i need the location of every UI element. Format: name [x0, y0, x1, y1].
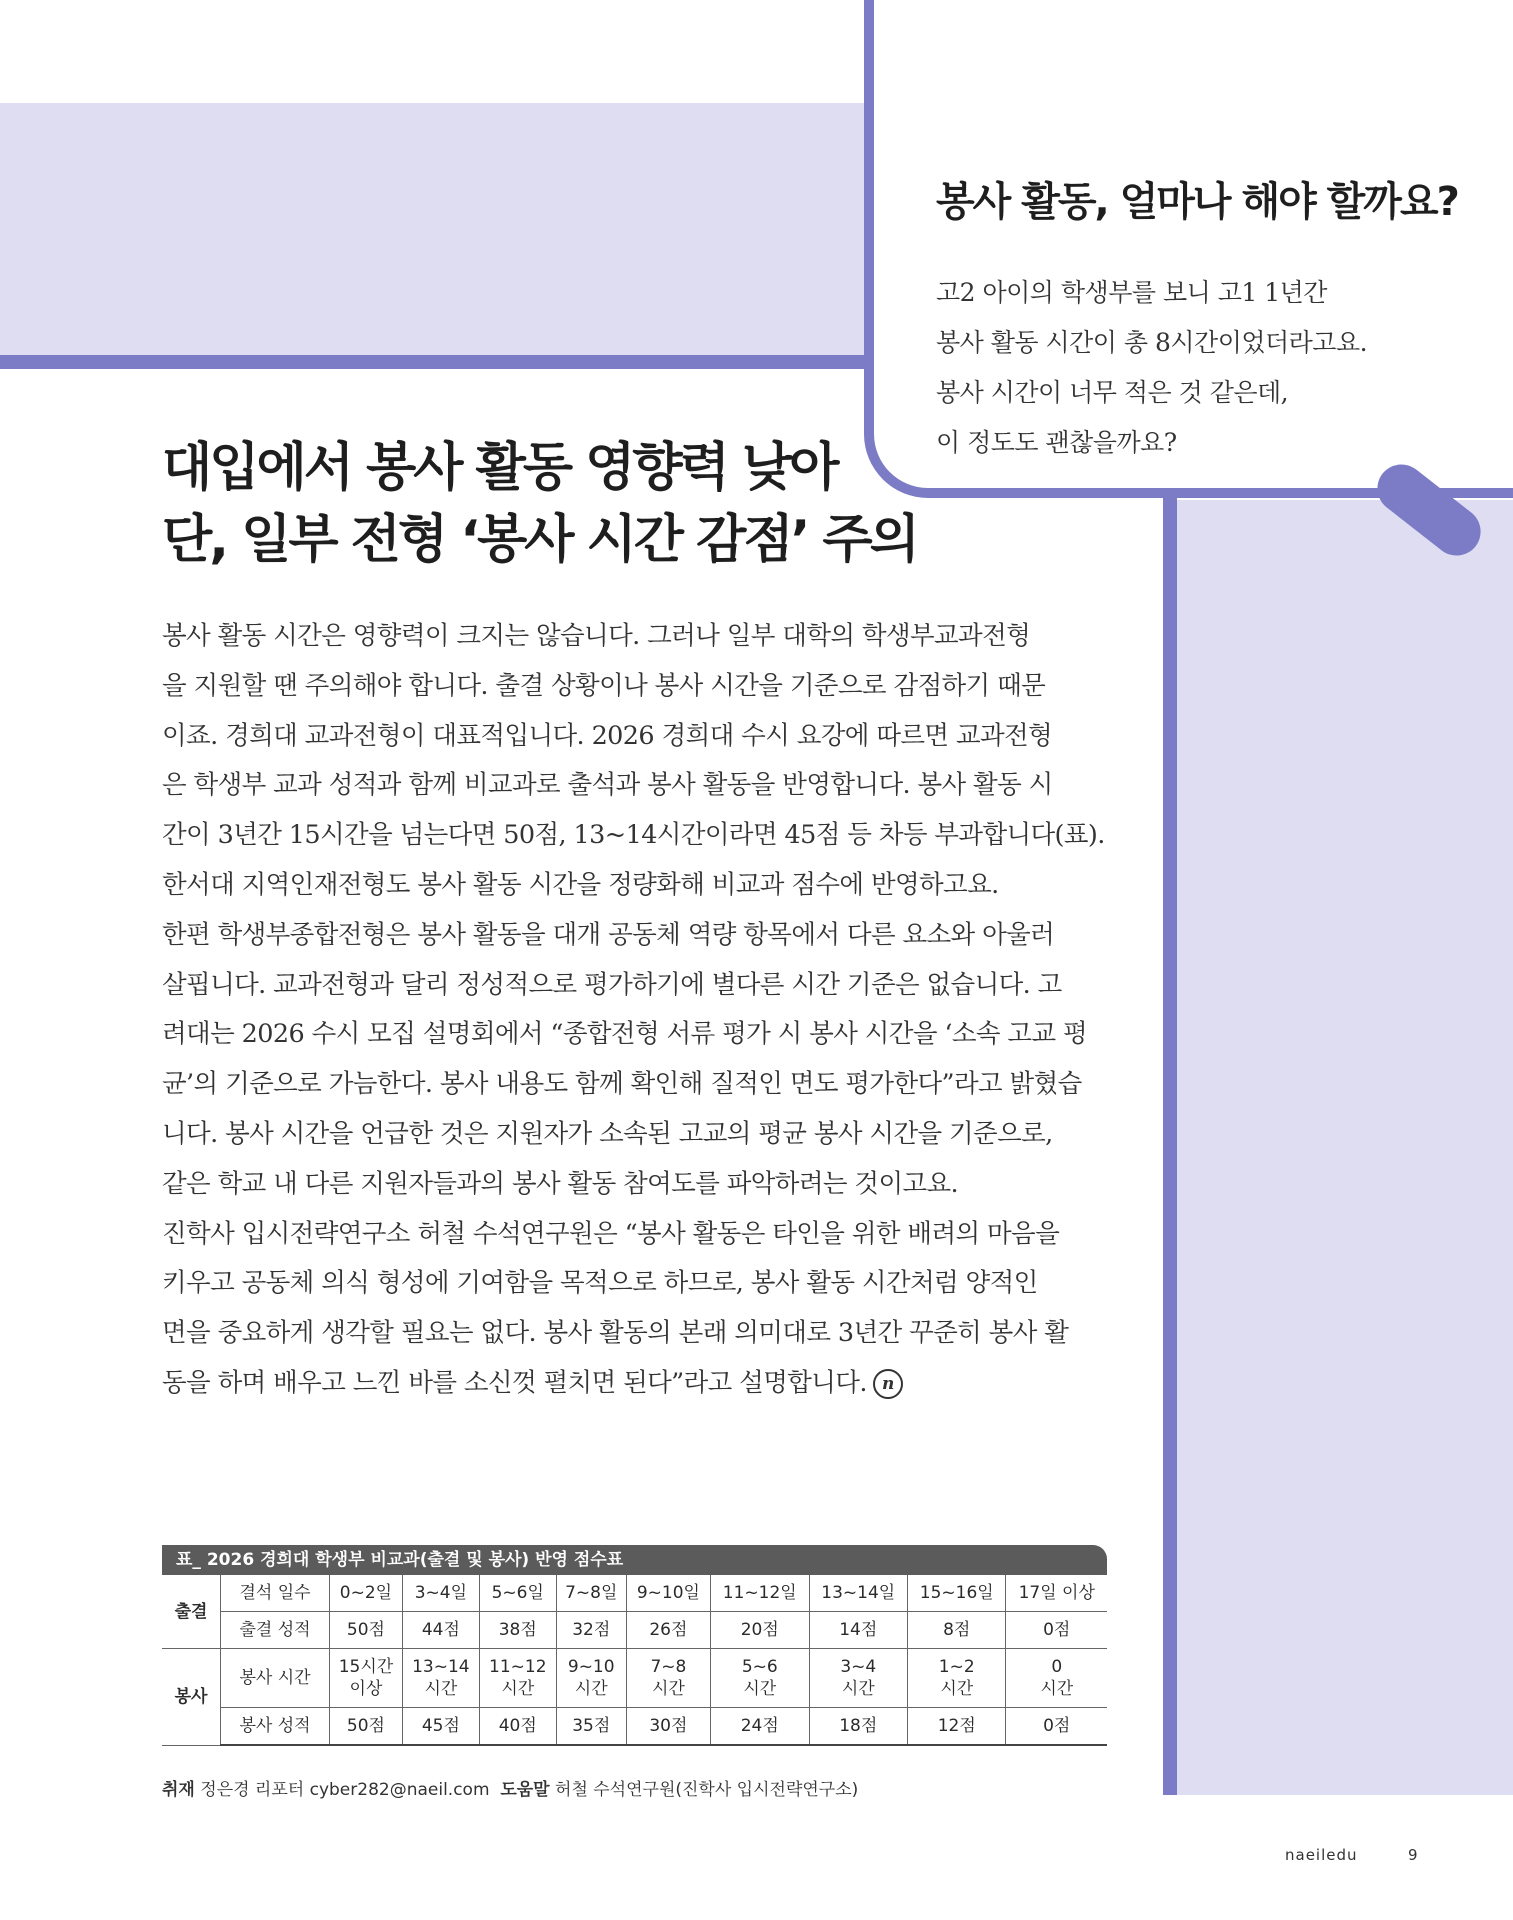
end-mark-icon: n	[873, 1369, 903, 1399]
article-line	[162, 1359, 1112, 1409]
table-cell: 0점	[1006, 1708, 1107, 1746]
table-cell: 40점	[479, 1708, 556, 1746]
question-line: 봉사 시간이 너무 적은 것 같은데,	[936, 378, 1289, 407]
right-lavender-panel	[1175, 500, 1513, 1795]
table-cell: 15~16일	[908, 1575, 1006, 1612]
table-cell: 14점	[809, 1612, 907, 1649]
table-cell-line: 시간	[743, 1679, 777, 1699]
question-body	[936, 268, 1367, 468]
table-cell	[479, 1649, 556, 1708]
table-cell: 12점	[908, 1708, 1006, 1746]
table-cell-line: 시간	[574, 1679, 608, 1699]
headline-line-1: 대입에서 봉사 활동 영향력 낮아	[162, 438, 837, 498]
table-cell: 9~10일	[626, 1575, 710, 1612]
table-cell: 18점	[809, 1708, 907, 1746]
horizontal-accent-bar	[0, 355, 870, 369]
table-cell-line: 1~2	[938, 1657, 975, 1677]
table-cell: 30점	[626, 1708, 710, 1746]
vertical-accent-bar	[1163, 498, 1177, 1795]
table-cell-line: 13~14	[412, 1657, 470, 1677]
table-cell-line: 이상	[349, 1679, 383, 1699]
table-cell: 35점	[556, 1708, 626, 1746]
table-cell-line: 7~8	[650, 1657, 687, 1677]
table-cell: 26점	[626, 1612, 710, 1649]
article-line: 을 지원할 땐 주의해야 합니다. 출결 상황이나 봉사 시간을 기준으로 감점하기 때문	[162, 670, 1046, 701]
group-label-attendance: 출결	[162, 1575, 221, 1649]
article-line: 한서대 지역인재전형도 봉사 활동 시간을 정량화해 비교과 점수에 반영하고요.	[162, 869, 999, 900]
table-cell-line: 시간	[424, 1679, 458, 1699]
table-row	[162, 1649, 1107, 1708]
article-line-text: 동을 하며 배우고 느낀 바를 소신껏 펼치면 된다”라고 설명합니다.	[162, 1367, 867, 1398]
article-line: 살핍니다. 교과전형과 달리 정성적으로 평가하기에 별다른 시간 기준은 없습니다. 고	[162, 969, 1062, 1000]
table-cell	[809, 1649, 907, 1708]
question-line: 고2 아이의 학생부를 보니 고1 1년간	[936, 278, 1327, 307]
table-cell: 17일 이상	[1006, 1575, 1107, 1612]
table-cell: 45점	[402, 1708, 479, 1746]
article-line: 려대는 2026 수시 모집 설명회에서 “종합전형 서류 평가 시 봉사 시간을 ‘소속 고교 평	[162, 1019, 1088, 1050]
article-headline	[162, 432, 917, 576]
table-cell: 20점	[711, 1612, 809, 1649]
article-line: 니다. 봉사 시간을 언급한 것은 지원자가 소속된 고교의 평균 봉사 시간을 기준으로,	[162, 1118, 1053, 1149]
table-cell: 50점	[330, 1708, 403, 1746]
table-cell: 11~12일	[711, 1575, 809, 1612]
article-line: 봉사 활동 시간은 영향력이 크지는 않습니다. 그러나 일부 대학의 학생부교과전형	[162, 621, 1031, 651]
table-cell: 24점	[711, 1708, 809, 1746]
table-row	[162, 1708, 1107, 1746]
table-cell-line: 5~6	[741, 1657, 778, 1677]
table-cell	[556, 1649, 626, 1708]
row-label: 봉사 성적	[221, 1708, 330, 1746]
score-table	[162, 1545, 1107, 1746]
credit-line	[162, 1775, 858, 1800]
table-cell-line: 3~4	[840, 1657, 877, 1677]
table-cell: 5~6일	[479, 1575, 556, 1612]
table-cell: 0~2일	[330, 1575, 403, 1612]
reporter-label: 취재	[162, 1780, 195, 1800]
reporter-info: 정은경 리포터 cyber282@naeil.com	[200, 1780, 490, 1800]
top-lavender-panel	[0, 103, 864, 355]
table-caption: 표_ 2026 경희대 학생부 비교과(출결 및 봉사) 반영 점수표	[162, 1545, 1107, 1575]
row-label: 결석 일수	[221, 1575, 330, 1612]
article-line: 키우고 공동체 의식 형성에 기여함을 목적으로 하므로, 봉사 활동 시간처럼 양적인	[162, 1268, 1038, 1299]
footer-brand: naeiledu	[1285, 1846, 1358, 1864]
table-cell: 44점	[402, 1612, 479, 1649]
table-cell-line: 0	[1051, 1657, 1063, 1677]
question-line: 봉사 활동 시간이 총 8시간이었더라고요.	[936, 328, 1368, 357]
table-cell	[626, 1649, 710, 1708]
table-cell-line: 11~12	[489, 1657, 547, 1677]
article-line: 면을 중요하게 생각할 필요는 없다. 봉사 활동의 본래 의미대로 3년간 꾸준히 봉사 활	[162, 1318, 1069, 1349]
article-line: 간이 3년간 15시간을 넘는다면 50점, 13~14시간이라면 45점 등 차등 부과합니다(표).	[162, 820, 1105, 851]
table-row	[162, 1612, 1107, 1649]
table-cell: 13~14일	[809, 1575, 907, 1612]
question-title: 봉사 활동, 얼마나 해야 할까요?	[936, 179, 1458, 225]
table-row	[162, 1575, 1107, 1612]
group-label-service: 봉사	[162, 1649, 221, 1746]
table-cell-line: 시간	[1040, 1679, 1074, 1699]
headline-line-2: 단, 일부 전형 ‘봉사 시간 감점’ 주의	[162, 510, 917, 570]
article-line: 같은 학교 내 다른 지원자들과의 봉사 활동 참여도를 파악하려는 것이고요.	[162, 1168, 959, 1199]
article-line: 이죠. 경희대 교과전형이 대표적입니다. 2026 경희대 수시 요강에 따르면 교과전형	[162, 720, 1053, 751]
table-cell	[1006, 1649, 1107, 1708]
row-label: 출결 성적	[221, 1612, 330, 1649]
table-cell: 7~8일	[556, 1575, 626, 1612]
table-cell: 3~4일	[402, 1575, 479, 1612]
table-cell-line: 9~10	[567, 1657, 615, 1677]
helper-info: 허철 수석연구원(진학사 입시전략연구소)	[555, 1780, 859, 1800]
table-cell: 8점	[908, 1612, 1006, 1649]
table-cell-line: 시간	[651, 1679, 685, 1699]
page-number: 9	[1408, 1846, 1418, 1864]
table-cell-line: 시간	[940, 1679, 974, 1699]
table-cell	[330, 1649, 403, 1708]
table-cell: 0점	[1006, 1612, 1107, 1649]
table-cell-line: 시간	[841, 1679, 875, 1699]
table-cell: 32점	[556, 1612, 626, 1649]
question-line: 이 정도도 괜찮을까요?	[936, 428, 1177, 457]
table-cell: 38점	[479, 1612, 556, 1649]
table-cell	[908, 1649, 1006, 1708]
table-cell-line: 시간	[501, 1679, 535, 1699]
table-cell-line: 15시간	[338, 1657, 394, 1677]
helper-label: 도움말	[500, 1780, 550, 1800]
article-line: 균’의 기준으로 가늠한다. 봉사 내용도 함께 확인해 질적인 면도 평가한다”라고 밝혔습	[162, 1069, 1082, 1100]
table-cell	[402, 1649, 479, 1708]
table-cell: 50점	[330, 1612, 403, 1649]
article-line: 은 학생부 교과 성적과 함께 비교과로 출석과 봉사 활동을 반영합니다. 봉사 활동 시	[162, 770, 1053, 801]
article-line: 진학사 입시전략연구소 허철 수석연구원은 “봉사 활동은 타인을 위한 배려의 마음을	[162, 1218, 1060, 1249]
article-line: 한편 학생부종합전형은 봉사 활동을 대개 공동체 역량 항목에서 다른 요소와 아울러	[162, 919, 1055, 950]
row-label: 봉사 시간	[221, 1649, 330, 1708]
article-body	[162, 612, 1112, 1409]
table-cell	[711, 1649, 809, 1708]
